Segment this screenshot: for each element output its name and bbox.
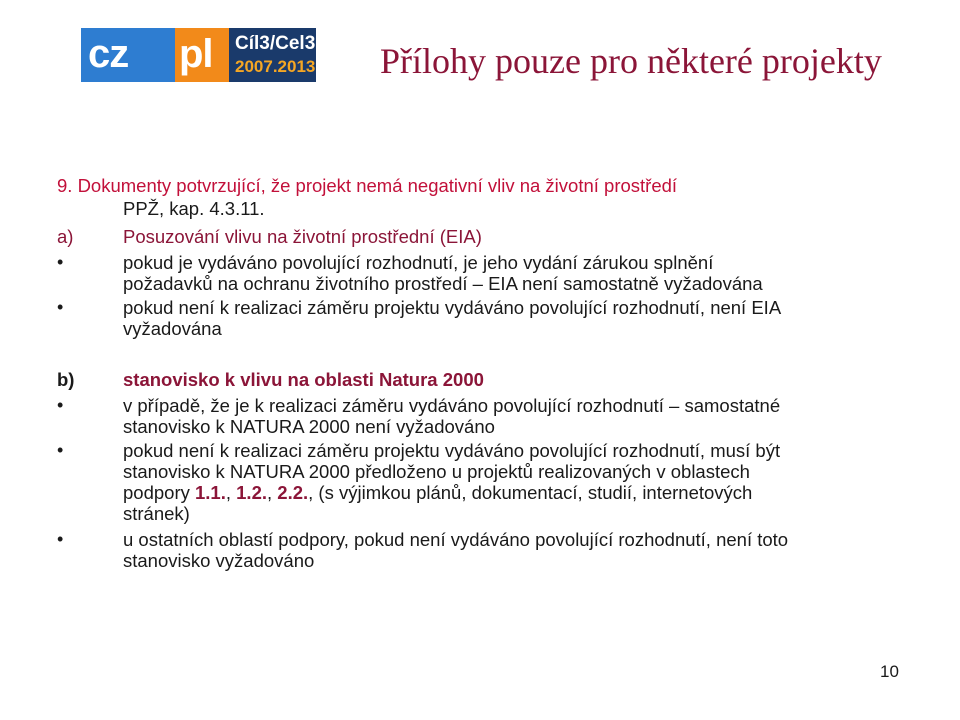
- heading-line-1: 9. Dokumenty potvrzující, že projekt nemá negativní vliv na životní prostředí: [57, 175, 678, 196]
- bullet-b3: •: [57, 529, 64, 549]
- bullet-b1-line-2: stanovisko k NATURA 2000 není vyžadováno: [123, 416, 495, 437]
- bullet-b2-line-3-post: , (s výjimkou plánů, dokumentací, studií, internetových: [308, 482, 753, 503]
- bullet-a2-line-2: vyžadována: [123, 318, 222, 339]
- bullet-b1: •: [57, 395, 64, 415]
- page-number: 10: [880, 662, 899, 681]
- priority-area-2-2: 2.2.: [277, 482, 309, 503]
- logo-cz-text: cz: [88, 32, 129, 76]
- bullet-a2: •: [57, 297, 64, 317]
- section-a-label: a): [57, 226, 74, 247]
- bullet-b2-line-1: pokud není k realizaci záměru projektu vydáváno povolující rozhodnutí, musí být: [123, 440, 781, 461]
- logo-cz-block: [81, 28, 175, 82]
- bullet-b1-line-1: v případě, že je k realizaci záměru vydáváno povolující rozhodnutí – samostatné: [123, 395, 781, 416]
- bullet-a1: •: [57, 252, 64, 272]
- logo-cil-text: Cíl3/Cel3: [235, 33, 316, 54]
- bullet-b3-line-2: stanovisko vyžadováno: [123, 550, 315, 571]
- bullet-b3-line-1: u ostatních oblastí podpory, pokud není vydáváno povolující rozhodnutí, není toto: [123, 529, 789, 550]
- section-b-label: b): [57, 369, 75, 390]
- bullet-b2: •: [57, 440, 64, 460]
- bullet-b2-line-4: stránek): [123, 503, 190, 524]
- bullet-b2-line-3-pre: podpory: [123, 482, 195, 503]
- logo-years-text: 2007.2013: [235, 57, 316, 76]
- heading-line-2: PPŽ, kap. 4.3.11.: [123, 198, 265, 219]
- logo-cil-block: [229, 28, 316, 82]
- priority-area-1-1: 1.1.: [195, 482, 226, 503]
- section-b-title: stanovisko k vlivu na oblasti Natura 2000: [123, 369, 484, 390]
- cz-pl-logo: [81, 28, 316, 82]
- bullet-a1-line-2: požadavků na ochranu životního prostředí – EIA není samostatně vyžadována: [123, 273, 763, 294]
- bullet-b2-sep-1: ,: [225, 482, 237, 503]
- slide-title: Přílohy pouze pro některé projekty: [380, 41, 882, 81]
- bullet-b2-sep-2: ,: [267, 482, 278, 503]
- bullet-a1-line-1: pokud je vydáváno povolující rozhodnutí, je jeho vydání zárukou splnění: [123, 252, 714, 273]
- bullet-b2-line-2: stanovisko k NATURA 2000 předloženo u projektů realizovaných v oblastech: [123, 461, 750, 482]
- section-a-title: Posuzování vlivu na životní prostřední (EIA): [123, 226, 482, 247]
- bullet-b2-line-3: [123, 482, 752, 503]
- bullet-a2-line-1: pokud není k realizaci záměru projektu vydáváno povolující rozhodnutí, není EIA: [123, 297, 782, 318]
- priority-area-1-2: 1.2.: [236, 482, 267, 503]
- logo-pl-text: pl: [179, 32, 213, 76]
- logo-pl-block: [175, 28, 229, 82]
